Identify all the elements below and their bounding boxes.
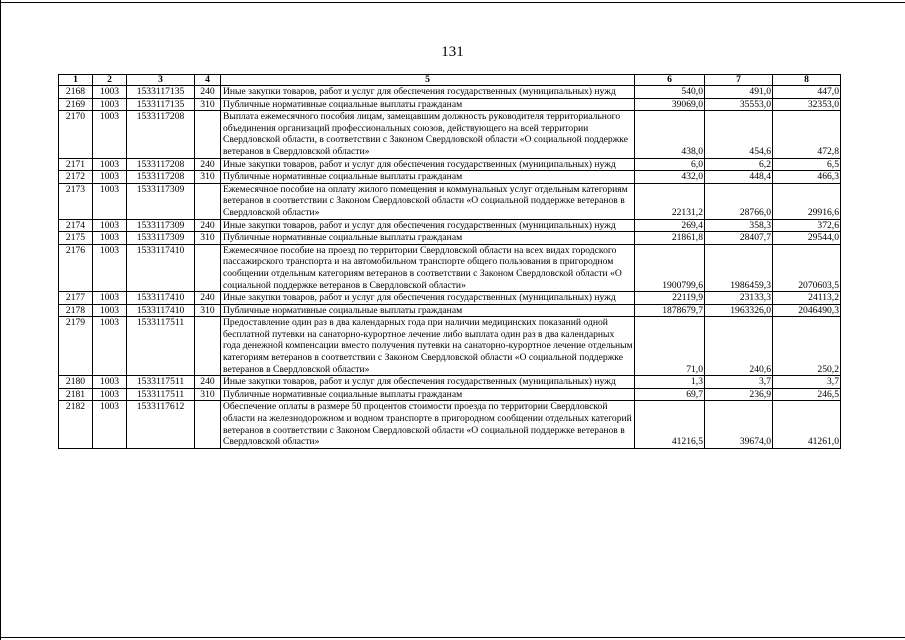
target-article-cell: 1533117511 bbox=[127, 317, 195, 376]
table-header-row bbox=[59, 75, 841, 86]
amount-col8-cell: 466,3 bbox=[773, 171, 841, 184]
row-number-cell: 2168 bbox=[59, 86, 93, 99]
expense-type-cell bbox=[195, 111, 221, 158]
section-code-cell: 1003 bbox=[93, 98, 127, 111]
row-number-cell: 2174 bbox=[59, 219, 93, 232]
expense-type-cell: 310 bbox=[195, 171, 221, 184]
description-cell: Ежемесячное пособие на проезд по территории Свердловской области на всех видах городского пассажирского транспорта и на автомобильном транспорте общего пользования в пригородном сообщении отдельным категориям ветеранов в соответствии с Законом Свердловской области «О социальной поддержке ветеранов в Свердловской области» bbox=[221, 244, 635, 291]
table-row bbox=[59, 158, 841, 171]
expense-type-cell: 240 bbox=[195, 376, 221, 389]
row-number-cell: 2172 bbox=[59, 171, 93, 184]
table-row bbox=[59, 388, 841, 401]
column-header: 1 bbox=[59, 75, 93, 86]
row-number-cell: 2171 bbox=[59, 158, 93, 171]
budget-table bbox=[58, 74, 841, 449]
amount-col7-cell: 39674,0 bbox=[705, 401, 773, 448]
table-row bbox=[59, 98, 841, 111]
row-number-cell: 2169 bbox=[59, 98, 93, 111]
target-article-cell: 1533117135 bbox=[127, 98, 195, 111]
amount-col7-cell: 3,7 bbox=[705, 376, 773, 389]
expense-type-cell: 310 bbox=[195, 232, 221, 245]
expense-type-cell: 240 bbox=[195, 219, 221, 232]
description-cell: Публичные нормативные социальные выплаты гражданам bbox=[221, 232, 635, 245]
target-article-cell: 1533117309 bbox=[127, 183, 195, 219]
target-article-cell: 1533117208 bbox=[127, 111, 195, 158]
column-header: 5 bbox=[221, 75, 635, 86]
column-header: 2 bbox=[93, 75, 127, 86]
amount-col6-cell: 1,3 bbox=[635, 376, 705, 389]
amount-col8-cell: 6,5 bbox=[773, 158, 841, 171]
amount-col6-cell: 6,0 bbox=[635, 158, 705, 171]
expense-type-cell bbox=[195, 183, 221, 219]
row-number-cell: 2173 bbox=[59, 183, 93, 219]
target-article-cell: 1533117208 bbox=[127, 171, 195, 184]
table-row bbox=[59, 111, 841, 158]
target-article-cell: 1533117511 bbox=[127, 376, 195, 389]
description-cell: Публичные нормативные социальные выплаты гражданам bbox=[221, 304, 635, 317]
amount-col8-cell: 3,7 bbox=[773, 376, 841, 389]
description-cell: Публичные нормативные социальные выплаты гражданам bbox=[221, 388, 635, 401]
amount-col8-cell: 41261,0 bbox=[773, 401, 841, 448]
scan-border-top bbox=[0, 2, 905, 3]
description-cell: Ежемесячное пособие на оплату жилого помещения и коммунальных услуг отдельным категориям ветеранов в соответствии с Законом Свердловской области «О социальной поддержке ветеранов в Свердловской области» bbox=[221, 183, 635, 219]
section-code-cell: 1003 bbox=[93, 244, 127, 291]
description-cell: Иные закупки товаров, работ и услуг для обеспечения государственных (муниципальных) нужд bbox=[221, 219, 635, 232]
amount-col7-cell: 448,4 bbox=[705, 171, 773, 184]
target-article-cell: 1533117135 bbox=[127, 86, 195, 99]
amount-col6-cell: 71,0 bbox=[635, 317, 705, 376]
section-code-cell: 1003 bbox=[93, 158, 127, 171]
amount-col6-cell: 69,7 bbox=[635, 388, 705, 401]
column-header: 4 bbox=[195, 75, 221, 86]
section-code-cell: 1003 bbox=[93, 376, 127, 389]
amount-col7-cell: 358,3 bbox=[705, 219, 773, 232]
target-article-cell: 1533117410 bbox=[127, 244, 195, 291]
column-header: 8 bbox=[773, 75, 841, 86]
amount-col7-cell: 240,6 bbox=[705, 317, 773, 376]
description-cell: Иные закупки товаров, работ и услуг для обеспечения государственных (муниципальных) нужд bbox=[221, 86, 635, 99]
amount-col8-cell: 372,6 bbox=[773, 219, 841, 232]
amount-col7-cell: 23133,3 bbox=[705, 292, 773, 305]
section-code-cell: 1003 bbox=[93, 171, 127, 184]
table-row bbox=[59, 401, 841, 448]
section-code-cell: 1003 bbox=[93, 401, 127, 448]
table-row bbox=[59, 171, 841, 184]
page-number: 131 bbox=[441, 44, 464, 60]
table-row bbox=[59, 232, 841, 245]
amount-col6-cell: 41216,5 bbox=[635, 401, 705, 448]
amount-col8-cell: 250,2 bbox=[773, 317, 841, 376]
section-code-cell: 1003 bbox=[93, 111, 127, 158]
target-article-cell: 1533117309 bbox=[127, 219, 195, 232]
row-number-cell: 2175 bbox=[59, 232, 93, 245]
expense-type-cell: 240 bbox=[195, 158, 221, 171]
description-cell: Публичные нормативные социальные выплаты гражданам bbox=[221, 171, 635, 184]
amount-col8-cell: 447,0 bbox=[773, 86, 841, 99]
target-article-cell: 1533117511 bbox=[127, 388, 195, 401]
section-code-cell: 1003 bbox=[93, 304, 127, 317]
section-code-cell: 1003 bbox=[93, 219, 127, 232]
table-row bbox=[59, 86, 841, 99]
row-number-cell: 2178 bbox=[59, 304, 93, 317]
column-header: 7 bbox=[705, 75, 773, 86]
amount-col7-cell: 491,0 bbox=[705, 86, 773, 99]
amount-col7-cell: 236,9 bbox=[705, 388, 773, 401]
section-code-cell: 1003 bbox=[93, 292, 127, 305]
description-cell: Предоставление один раз в два календарных года при наличии медицинских показаний одной бесплатной путевки на санаторно-курортное лечение либо выплата один раз в два календарных года денежной компенсации вместо получения путевки на санаторно-курортное лечение отдельным категориям ветеранов в соответствии с Законом Свердловской области «О социальной поддержке ветеранов в Свердловской области» bbox=[221, 317, 635, 376]
section-code-cell: 1003 bbox=[93, 317, 127, 376]
amount-col6-cell: 39069,0 bbox=[635, 98, 705, 111]
description-cell: Иные закупки товаров, работ и услуг для обеспечения государственных (муниципальных) нужд bbox=[221, 376, 635, 389]
scan-border-left bbox=[0, 0, 1, 640]
description-cell: Иные закупки товаров, работ и услуг для обеспечения государственных (муниципальных) нужд bbox=[221, 292, 635, 305]
amount-col6-cell: 1900799,6 bbox=[635, 244, 705, 291]
amount-col7-cell: 1963326,0 bbox=[705, 304, 773, 317]
target-article-cell: 1533117410 bbox=[127, 292, 195, 305]
expense-type-cell: 310 bbox=[195, 388, 221, 401]
table-row bbox=[59, 317, 841, 376]
description-cell: Выплата ежемесячного пособия лицам, замещавшим должность руководителя территориального объединения организаций профессиональных союзов, действующего на всей территории Свердловской области, в соответствии с Законом Свердловской области «О социальной поддержке ветеранов в Свердловской области» bbox=[221, 111, 635, 158]
expense-type-cell bbox=[195, 244, 221, 291]
expense-type-cell: 310 bbox=[195, 304, 221, 317]
section-code-cell: 1003 bbox=[93, 388, 127, 401]
expense-type-cell: 240 bbox=[195, 86, 221, 99]
description-cell: Иные закупки товаров, работ и услуг для обеспечения государственных (муниципальных) нужд bbox=[221, 158, 635, 171]
table-row bbox=[59, 219, 841, 232]
row-number-cell: 2176 bbox=[59, 244, 93, 291]
target-article-cell: 1533117208 bbox=[127, 158, 195, 171]
amount-col8-cell: 32353,0 bbox=[773, 98, 841, 111]
table-row bbox=[59, 304, 841, 317]
amount-col7-cell: 28407,7 bbox=[705, 232, 773, 245]
amount-col6-cell: 432,0 bbox=[635, 171, 705, 184]
row-number-cell: 2182 bbox=[59, 401, 93, 448]
column-header: 3 bbox=[127, 75, 195, 86]
description-cell: Публичные нормативные социальные выплаты гражданам bbox=[221, 98, 635, 111]
amount-col8-cell: 2070603,5 bbox=[773, 244, 841, 291]
description-cell: Обеспечение оплаты в размере 50 процентов стоимости проезда по территории Свердловской области на железнодорожном и водном транспорте в пригородном сообщении отдельных категорий ветеранов в соответствии с Законом Свердловской области «О социальной поддержке ветеранов в Свердловской области» bbox=[221, 401, 635, 448]
amount-col8-cell: 2046490,3 bbox=[773, 304, 841, 317]
amount-col8-cell: 24113,2 bbox=[773, 292, 841, 305]
amount-col7-cell: 28766,0 bbox=[705, 183, 773, 219]
section-code-cell: 1003 bbox=[93, 86, 127, 99]
row-number-cell: 2181 bbox=[59, 388, 93, 401]
expense-type-cell bbox=[195, 317, 221, 376]
amount-col8-cell: 29544,0 bbox=[773, 232, 841, 245]
table-row bbox=[59, 292, 841, 305]
row-number-cell: 2180 bbox=[59, 376, 93, 389]
row-number-cell: 2170 bbox=[59, 111, 93, 158]
amount-col7-cell: 35553,0 bbox=[705, 98, 773, 111]
table-row bbox=[59, 183, 841, 219]
table-row bbox=[59, 244, 841, 291]
scan-border-bottom bbox=[0, 637, 905, 638]
amount-col8-cell: 246,5 bbox=[773, 388, 841, 401]
row-number-cell: 2179 bbox=[59, 317, 93, 376]
amount-col7-cell: 6,2 bbox=[705, 158, 773, 171]
expense-type-cell: 310 bbox=[195, 98, 221, 111]
amount-col7-cell: 454,6 bbox=[705, 111, 773, 158]
expense-type-cell bbox=[195, 401, 221, 448]
expense-type-cell: 240 bbox=[195, 292, 221, 305]
amount-col7-cell: 1986459,3 bbox=[705, 244, 773, 291]
amount-col6-cell: 22119,9 bbox=[635, 292, 705, 305]
row-number-cell: 2177 bbox=[59, 292, 93, 305]
amount-col6-cell: 21861,8 bbox=[635, 232, 705, 245]
target-article-cell: 1533117612 bbox=[127, 401, 195, 448]
amount-col6-cell: 1878679,7 bbox=[635, 304, 705, 317]
amount-col8-cell: 472,8 bbox=[773, 111, 841, 158]
amount-col6-cell: 22131,2 bbox=[635, 183, 705, 219]
amount-col6-cell: 438,0 bbox=[635, 111, 705, 158]
table-row bbox=[59, 376, 841, 389]
target-article-cell: 1533117309 bbox=[127, 232, 195, 245]
amount-col8-cell: 29916,6 bbox=[773, 183, 841, 219]
target-article-cell: 1533117410 bbox=[127, 304, 195, 317]
column-header: 6 bbox=[635, 75, 705, 86]
section-code-cell: 1003 bbox=[93, 232, 127, 245]
section-code-cell: 1003 bbox=[93, 183, 127, 219]
amount-col6-cell: 540,0 bbox=[635, 86, 705, 99]
amount-col6-cell: 269,4 bbox=[635, 219, 705, 232]
